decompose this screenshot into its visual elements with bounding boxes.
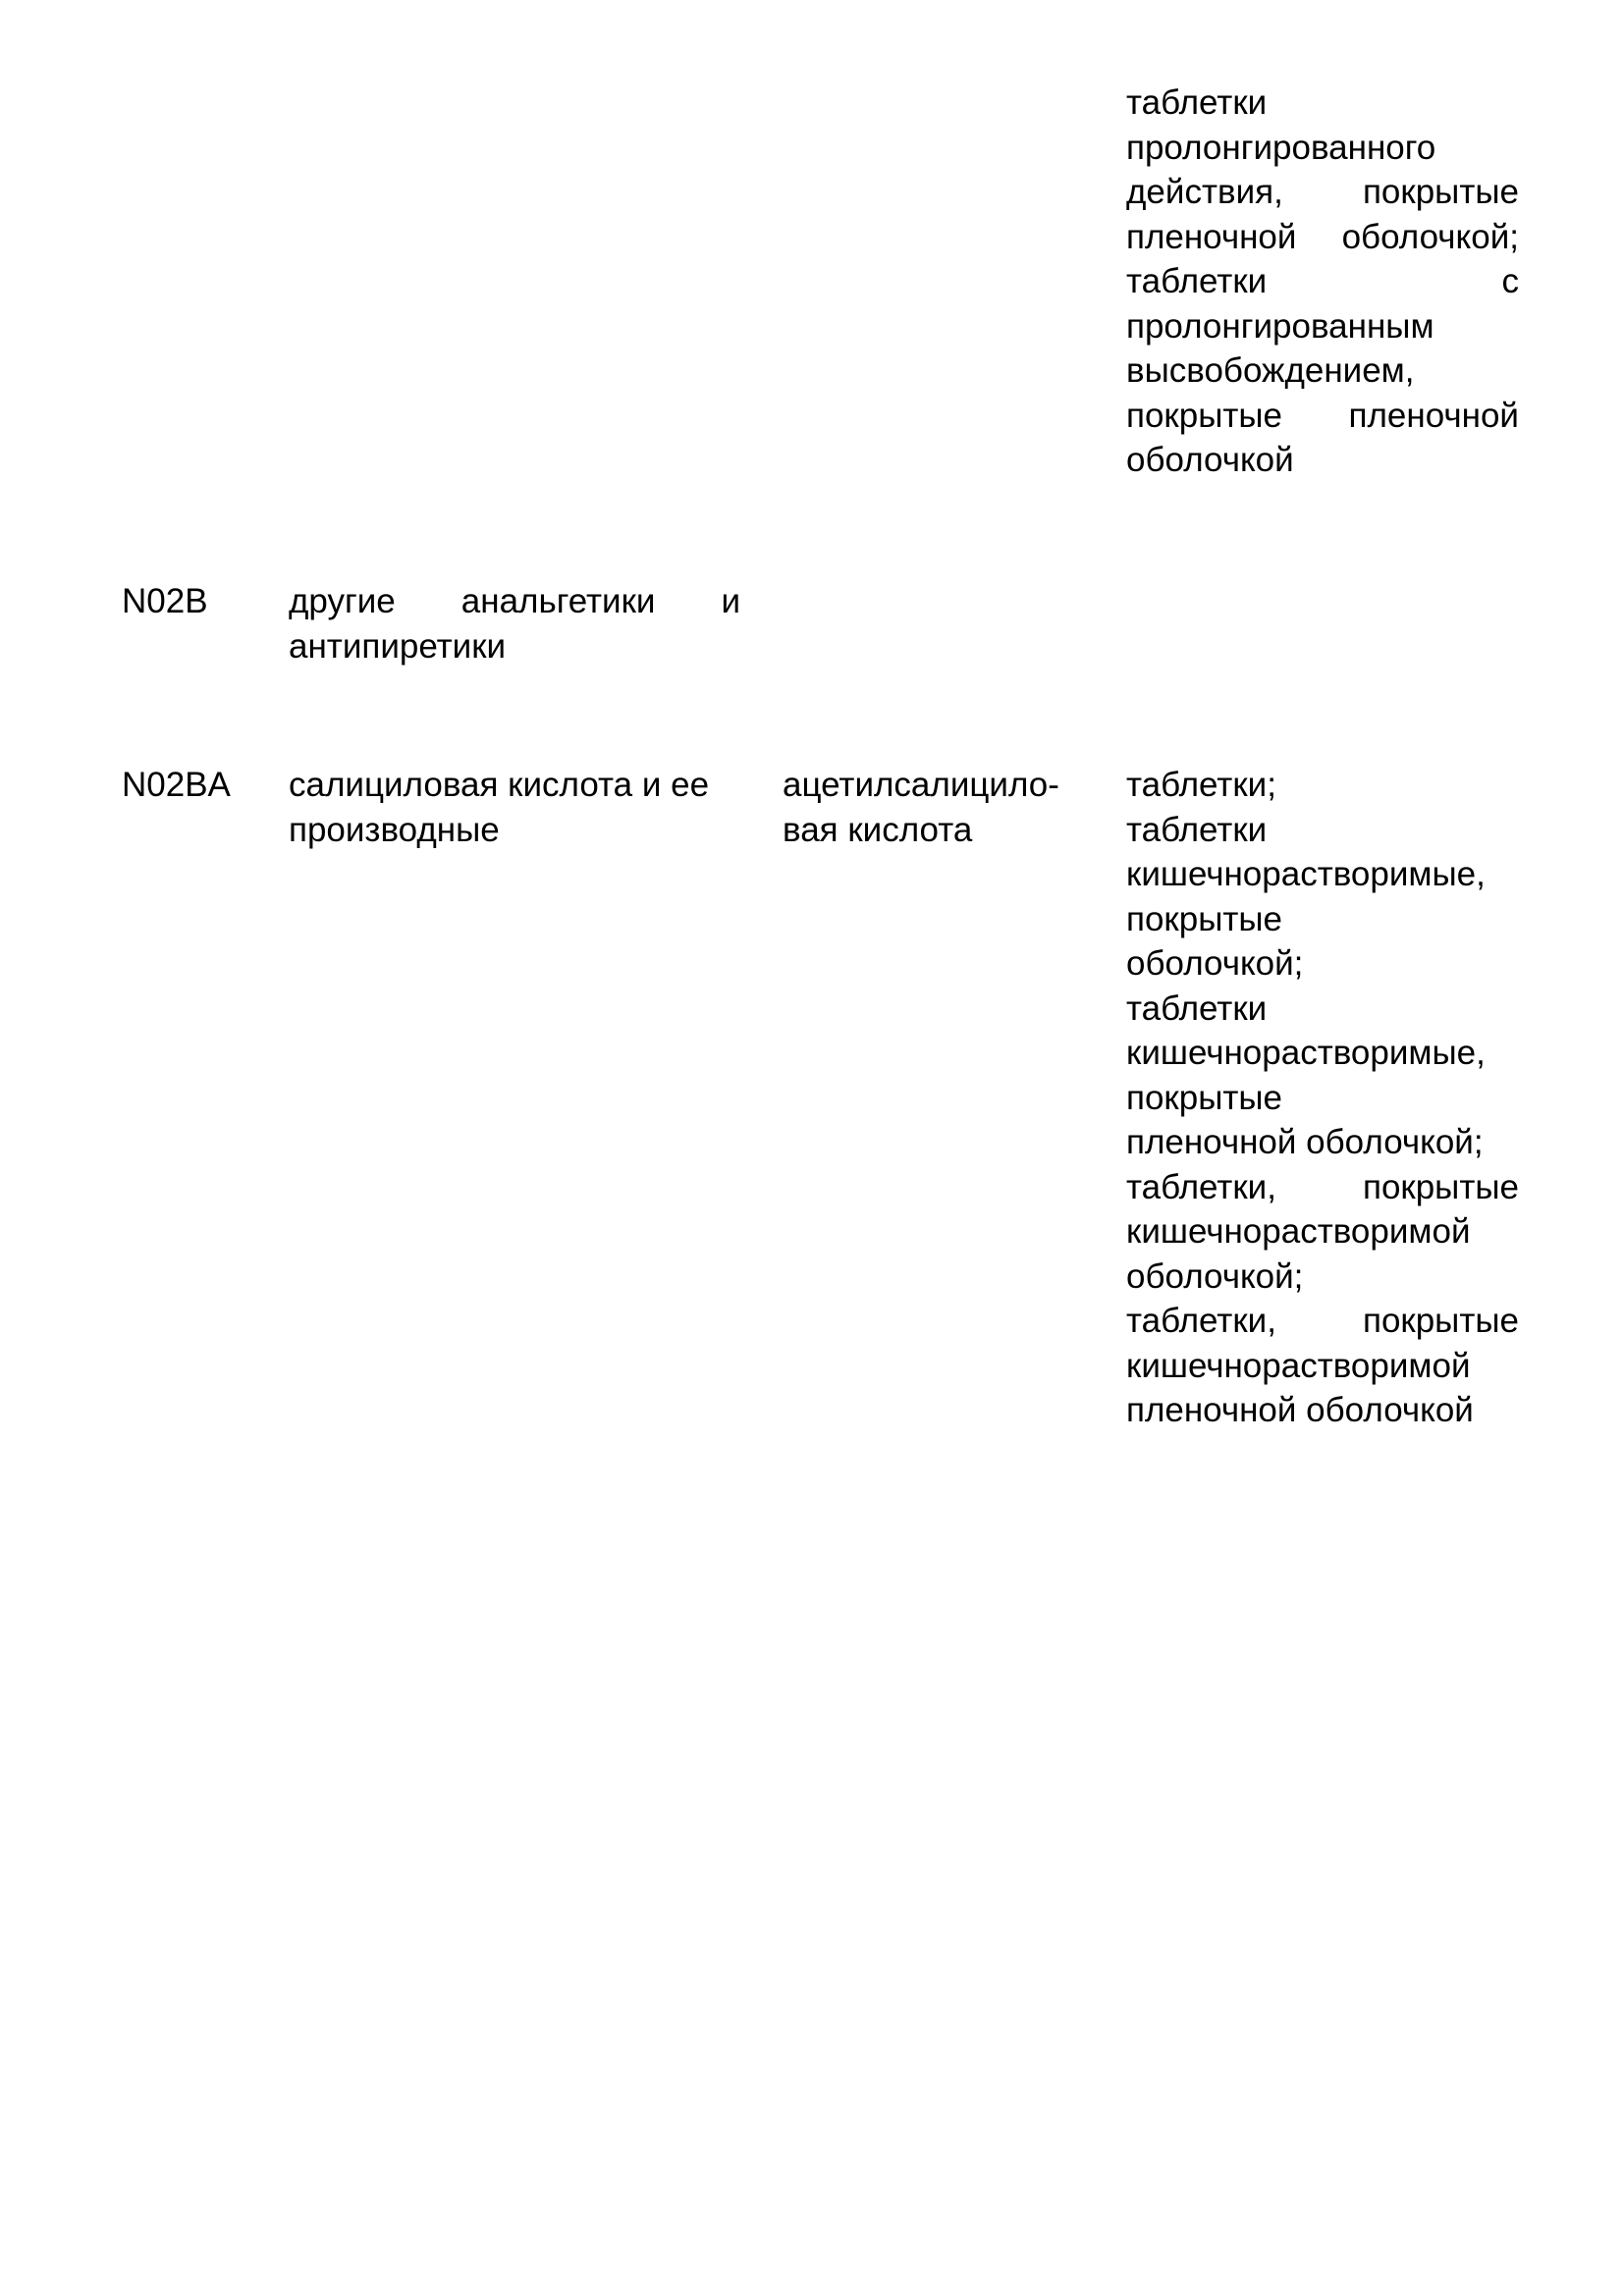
form-line: пленочной оболочкой;	[1126, 217, 1519, 256]
form-line: высвобождением,	[1126, 351, 1415, 390]
row-1-group-name	[289, 579, 740, 668]
form-line: оболочкой	[1126, 441, 1294, 479]
form-line: кишечнорастворимой	[1126, 1346, 1471, 1385]
drug-line: вая кислота	[783, 810, 973, 849]
drug-line: ацетилсалицило-	[783, 766, 1059, 804]
form-line: таблетки	[1126, 988, 1268, 1028]
group-line: антипиретики	[289, 626, 507, 666]
group-line: салициловая кислота и ее	[289, 766, 710, 804]
form-line: кишечнорастворимой	[1126, 1212, 1471, 1251]
form-line: кишечнорастворимые,	[1126, 855, 1486, 893]
row-2-group-name	[289, 763, 740, 852]
group-line: другие анальгетики и	[289, 582, 740, 620]
form-line: пролонгированным	[1126, 306, 1434, 346]
form-line: покрытые	[1126, 1078, 1283, 1117]
form-line: таблетки, покрытые	[1126, 1167, 1519, 1206]
row-2-atc-code: N02BA	[122, 766, 231, 804]
form-line: действия, покрытые	[1126, 173, 1519, 211]
form-line: пролонгированного	[1126, 128, 1436, 167]
row-0-dosage-form	[1126, 80, 1519, 483]
form-line: пленочной оболочкой;	[1126, 1123, 1484, 1161]
form-line: таблетки	[1126, 83, 1268, 122]
group-line: производные	[289, 810, 500, 849]
form-line: пленочной оболочкой	[1126, 1391, 1474, 1429]
form-line: таблетки с	[1126, 262, 1519, 300]
form-line: таблетки, покрытые	[1126, 1302, 1519, 1340]
form-line: кишечнорастворимые,	[1126, 1034, 1486, 1072]
form-line: покрытые	[1126, 899, 1283, 938]
form-line: таблетки;	[1126, 766, 1276, 804]
form-line: оболочкой;	[1126, 1256, 1304, 1296]
form-line: оболочкой;	[1126, 944, 1304, 983]
row-2-drug-name	[783, 763, 1107, 852]
form-line: покрытые пленочной	[1126, 396, 1519, 435]
row-1-atc-code: N02B	[122, 582, 208, 620]
form-line: таблетки	[1126, 810, 1268, 849]
row-2-dosage-form	[1126, 763, 1519, 1433]
